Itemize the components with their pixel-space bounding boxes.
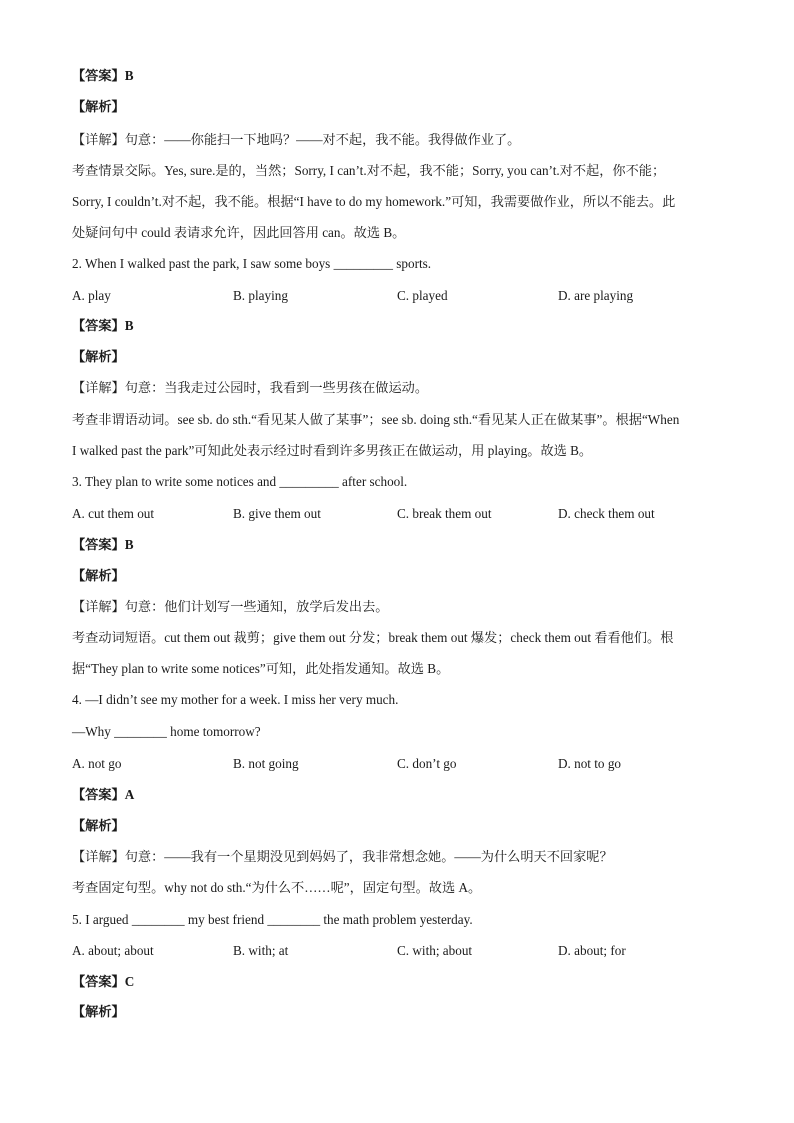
detail-text: 【详解】句意：——你能扫一下地吗？——对不起，我不能。我得做作业了。	[72, 132, 521, 147]
option-a: A. not go	[72, 756, 122, 771]
explain-line: Sorry, I couldn’t.对不起，我不能。根据“I have to do my homework.”可知，我需要做作业，所以不能去。此	[72, 194, 676, 209]
option-c: C. played	[397, 288, 448, 303]
explain-line: I walked past the park”可知此处表示经过时看到许多男孩正在做运动，用 playing。故选 B。	[72, 443, 593, 458]
option-c: C. with; about	[397, 943, 473, 958]
answer-label: 【答案】C	[72, 974, 135, 989]
option-a: A. cut them out	[72, 506, 155, 521]
answer-label: 【答案】B	[72, 318, 134, 333]
question-text: 2. When I walked past the park, I saw some boys _________ sports.	[72, 256, 432, 271]
analysis-label: 【解析】	[72, 568, 125, 583]
detail-text: 【详解】句意：他们计划写一些通知，放学后发出去。	[72, 599, 389, 614]
analysis-label: 【解析】	[72, 349, 125, 364]
option-b: B. playing	[233, 288, 288, 303]
option-a: A. about; about	[72, 943, 154, 958]
explain-line: 考查固定句型。why not do sth.“为什么不……呢”，固定句型。故选 A。	[72, 880, 482, 895]
option-d: D. are playing	[558, 288, 634, 303]
option-b: B. not going	[233, 756, 299, 771]
option-c: C. break them out	[397, 506, 492, 521]
detail-text: 【详解】句意：当我走过公园时，我看到一些男孩在做运动。	[72, 380, 429, 395]
question-text: —Why ________ home tomorrow?	[72, 724, 261, 739]
explain-line: 考查情景交际。Yes, sure.是的，当然；Sorry, I can’t.对不起，我不能；Sorry, you can’t.对不起，你不能；	[72, 163, 666, 178]
analysis-label: 【解析】	[72, 818, 125, 833]
explain-line: 考查非谓语动词。see sb. do sth.“看见某人做了某事”；see sb. doing sth.“看见某人正在做某事”。根据“When	[72, 412, 680, 427]
option-d: D. check them out	[558, 506, 655, 521]
answer-label: 【答案】B	[72, 68, 134, 83]
option-c: C. don’t go	[397, 756, 457, 771]
option-b: B. give them out	[233, 506, 321, 521]
analysis-label: 【解析】	[72, 99, 125, 114]
explain-line: 考查动词短语。cut them out 裁剪；give them out 分发；break them out 爆发；check them out 看看他们。根	[72, 630, 674, 645]
question-text: 3. They plan to write some notices and _________ after school.	[72, 474, 408, 489]
answer-label: 【答案】A	[72, 787, 135, 802]
option-d: D. about; for	[558, 943, 626, 958]
option-d: D. not to go	[558, 756, 622, 771]
question-text: 5. I argued ________ my best friend ________ the math problem yesterday.	[72, 912, 473, 927]
answer-label: 【答案】B	[72, 537, 134, 552]
analysis-label: 【解析】	[72, 1004, 125, 1019]
explain-line: 处疑问句中 could 表请求允许，因此回答用 can。故选 B。	[72, 225, 406, 240]
option-a: A. play	[72, 288, 111, 303]
explain-line: 据“They plan to write some notices”可知，此处指发通知。故选 B。	[72, 661, 450, 676]
option-b: B. with; at	[233, 943, 289, 958]
detail-text: 【详解】句意：——我有一个星期没见到妈妈了，我非常想念她。——为什么明天不回家呢？	[72, 849, 613, 864]
question-text: 4. —I didn’t see my mother for a week. I miss her very much.	[72, 692, 399, 707]
